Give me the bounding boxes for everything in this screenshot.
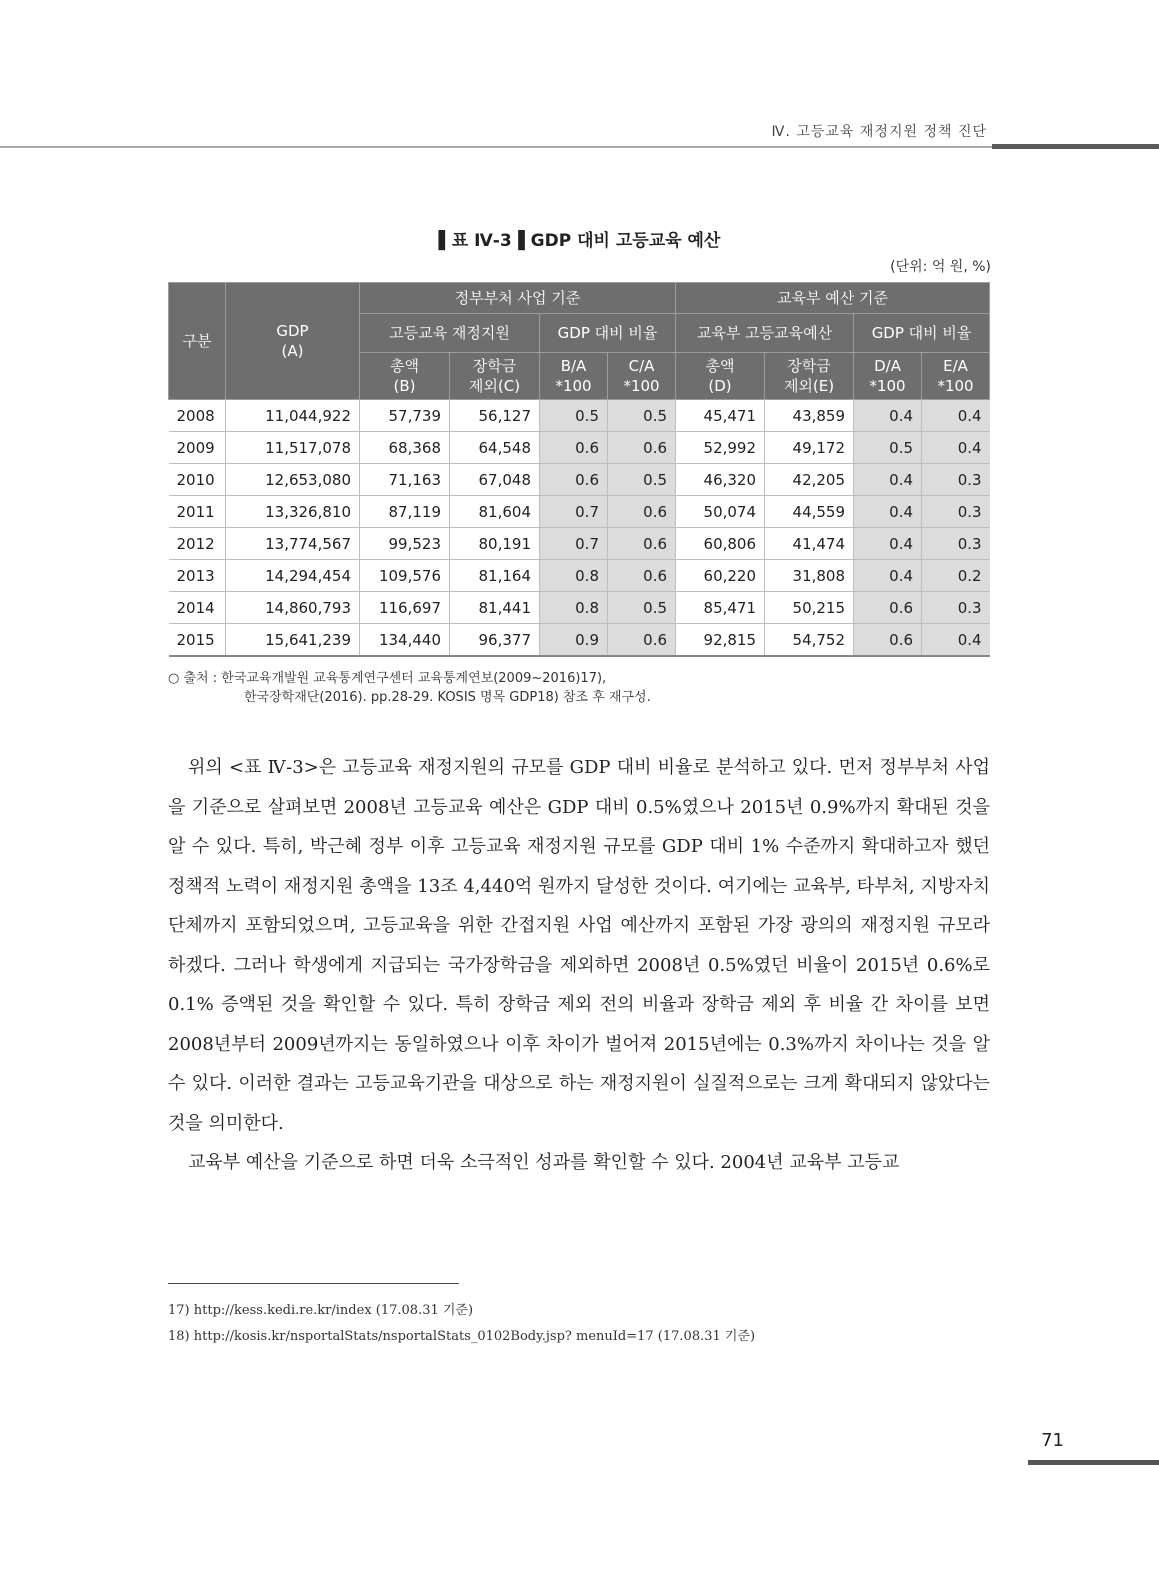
source-line-1: ○ 출처 : 한국교육개발원 교육통계연구센터 교육통계연보(2009~2016)17), — [168, 671, 607, 686]
header-leaf — [360, 353, 450, 400]
table-cell: 45,471 — [676, 400, 765, 432]
header-leaf-text: 총액 — [705, 357, 735, 375]
table-row — [169, 592, 990, 624]
body-paragraph: 교육부 예산을 기준으로 하면 더욱 소극적인 성과를 확인할 수 있다. 2004년 교육부 고등교 — [188, 1152, 900, 1173]
row-year: 2014 — [169, 592, 226, 624]
header-leaf-text: *100 — [869, 377, 906, 395]
row-year: 2012 — [169, 528, 226, 560]
table-cell: 64,548 — [450, 432, 540, 464]
table-caption — [0, 226, 1159, 251]
table-cell: 0.6 — [608, 624, 676, 657]
table-cell: 81,441 — [450, 592, 540, 624]
header-leaf-text: 제외(E) — [783, 377, 835, 395]
table-cell: 87,119 — [360, 496, 450, 528]
table-cell: 31,808 — [765, 560, 854, 592]
table-cell: 92,815 — [676, 624, 765, 657]
header-leaf — [540, 353, 608, 400]
table-number: ▌표 Ⅳ-3▐ — [438, 231, 525, 251]
table-cell: 13,774,567 — [226, 528, 360, 560]
table-cell: 46,320 — [676, 464, 765, 496]
header-g2-ratio: GDP 대비 비율 — [854, 314, 990, 353]
table-row — [169, 400, 990, 432]
header-gdp-sub: (A) — [281, 342, 304, 360]
body-text — [168, 748, 990, 1183]
header-leaf — [608, 353, 676, 400]
table-cell: 0.8 — [540, 560, 608, 592]
page-number-rule — [1028, 1460, 1159, 1465]
table-row — [169, 432, 990, 464]
table-cell: 67,048 — [450, 464, 540, 496]
header-rule — [0, 146, 992, 148]
table-cell: 99,523 — [360, 528, 450, 560]
table-cell: 11,517,078 — [226, 432, 360, 464]
table-cell: 44,559 — [765, 496, 854, 528]
table-cell: 0.2 — [922, 560, 990, 592]
row-year: 2010 — [169, 464, 226, 496]
header-leaf-text: *100 — [937, 377, 974, 395]
table-title: GDP 대비 고등교육 예산 — [530, 231, 721, 251]
table-cell: 60,220 — [676, 560, 765, 592]
gdp-budget-table — [168, 282, 990, 657]
table-cell: 0.4 — [854, 496, 922, 528]
table-cell: 0.6 — [540, 464, 608, 496]
table-cell: 109,576 — [360, 560, 450, 592]
table-cell: 0.3 — [922, 592, 990, 624]
header-leaf — [765, 353, 854, 400]
table-source — [168, 669, 651, 707]
header-leaf-text: 장학금 — [472, 357, 517, 375]
page-number: 71 — [1041, 1430, 1064, 1451]
table-cell: 0.6 — [608, 432, 676, 464]
table-cell: 11,044,922 — [226, 400, 360, 432]
table-cell: 116,697 — [360, 592, 450, 624]
table-cell: 96,377 — [450, 624, 540, 657]
header-leaf — [922, 353, 990, 400]
header-g2-budget: 교육부 고등교육예산 — [676, 314, 854, 353]
table-cell: 0.6 — [608, 560, 676, 592]
table-cell: 0.6 — [540, 432, 608, 464]
row-year: 2015 — [169, 624, 226, 657]
table-cell: 52,992 — [676, 432, 765, 464]
table-cell: 50,074 — [676, 496, 765, 528]
header-leaf-text: D/A — [874, 357, 901, 375]
table-cell: 0.4 — [922, 400, 990, 432]
table-cell: 15,641,239 — [226, 624, 360, 657]
table-cell: 0.5 — [608, 592, 676, 624]
header-group-ministries: 정부부처 사업 기준 — [360, 283, 676, 314]
table-cell: 68,368 — [360, 432, 450, 464]
table-cell: 14,860,793 — [226, 592, 360, 624]
table-cell: 57,739 — [360, 400, 450, 432]
header-leaf-text: (B) — [393, 377, 416, 395]
table-row — [169, 496, 990, 528]
table-cell: 0.4 — [854, 560, 922, 592]
table-cell: 60,806 — [676, 528, 765, 560]
table-cell: 81,604 — [450, 496, 540, 528]
footnotes — [168, 1298, 755, 1350]
header-leaf — [450, 353, 540, 400]
header-leaf — [854, 353, 922, 400]
table-cell: 0.6 — [854, 592, 922, 624]
table-row — [169, 528, 990, 560]
header-leaf-text: E/A — [943, 357, 968, 375]
table-cell: 0.7 — [540, 528, 608, 560]
table-cell: 71,163 — [360, 464, 450, 496]
table-unit: (단위: 억 원, %) — [890, 259, 991, 275]
table-cell: 0.7 — [540, 496, 608, 528]
table-cell: 0.6 — [608, 496, 676, 528]
table-row — [169, 560, 990, 592]
table-cell: 56,127 — [450, 400, 540, 432]
header-rule-accent — [992, 144, 1159, 149]
table-cell: 0.5 — [854, 432, 922, 464]
table-cell: 0.4 — [922, 432, 990, 464]
table-cell: 0.9 — [540, 624, 608, 657]
header-leaf-text: *100 — [555, 377, 592, 395]
body-paragraph: 위의 <표 Ⅳ-3>은 고등교육 재정지원의 규모를 GDP 대비 비율로 분석하고 있다. 먼저 정부부처 사업을 기준으로 살펴보면 2008년 고등교육 예산은 GDP 대비 0.5%였으나 2015년 0.9%까지 확대된 것을 알 수 있다. 특히, 박근혜 정부 이후 고등교육 재정지원 규모를 GDP 대비 1% 수준까지 확대하고자 했던 정책적 노력이 재정지원 총액을 13조 4,440억 원까지 달성한 것이다. 여기에는 교육부, 타부처, 지방자치단체까지 포함되었으며, 고등교육을 위한 간접지원 사업 예산까지 포함된 가장 광의의 재정지원 규모라 하겠다. 그러나 학생에게 지급되는 국가장학금을 제외하면 2008년 0.5%였던 비율이 2015년 0.6%로 0.1% 증액된 것을 확인할 수 있다. 특히 장학금 제외 전의 비율과 장학금 제외 후 비율 간 차이를 보면 2008년부터 2009년까지는 동일하였으나 이후 차이가 벌어져 2015년에는 0.3%까지 차이나는 것을 알 수 있다. 이러한 결과는 고등교육기관을 대상으로 하는 재정지원이 실질적으로는 크게 확대되지 않았다는 것을 의미한다. — [168, 757, 990, 1134]
table-cell: 0.5 — [608, 400, 676, 432]
footnote-17: 17) http://kess.kedi.re.kr/index (17.08.31 기준) — [168, 1303, 474, 1318]
header-leaf-text: (D) — [708, 377, 732, 395]
table-cell: 54,752 — [765, 624, 854, 657]
table-cell: 0.4 — [854, 464, 922, 496]
table-cell: 50,215 — [765, 592, 854, 624]
table-cell: 13,326,810 — [226, 496, 360, 528]
row-year: 2009 — [169, 432, 226, 464]
table-cell: 80,191 — [450, 528, 540, 560]
row-year: 2013 — [169, 560, 226, 592]
table-cell: 41,474 — [765, 528, 854, 560]
running-header — [0, 0, 1159, 160]
table-cell: 43,859 — [765, 400, 854, 432]
table-cell: 134,440 — [360, 624, 450, 657]
table-cell: 0.5 — [540, 400, 608, 432]
table-cell: 0.6 — [854, 624, 922, 657]
table-cell: 0.4 — [854, 400, 922, 432]
table-cell: 0.3 — [922, 464, 990, 496]
footnote-18: 18) http://kosis.kr/nsportalStats/nsportalStats_0102Body.jsp? menuId=17 (17.08.31 기준) — [168, 1329, 756, 1344]
table-cell: 0.5 — [608, 464, 676, 496]
header-gdp-label: GDP — [276, 322, 309, 340]
table-cell: 14,294,454 — [226, 560, 360, 592]
table-cell: 81,164 — [450, 560, 540, 592]
header-gdp — [226, 283, 360, 400]
table-cell: 85,471 — [676, 592, 765, 624]
footnote-rule — [168, 1283, 459, 1284]
header-g1-ratio: GDP 대비 비율 — [540, 314, 676, 353]
header-leaf-text: *100 — [623, 377, 660, 395]
running-header-title: Ⅳ. 고등교육 재정지원 정책 진단 — [771, 124, 987, 140]
row-year: 2011 — [169, 496, 226, 528]
table-row — [169, 624, 990, 657]
table-cell: 0.4 — [922, 624, 990, 657]
header-division: 구분 — [169, 283, 226, 400]
header-leaf-text: 총액 — [390, 357, 419, 375]
table-cell: 49,172 — [765, 432, 854, 464]
header-g1-support: 고등교육 재정지원 — [360, 314, 540, 353]
header-group-moe: 교육부 예산 기준 — [676, 283, 990, 314]
table-cell: 0.4 — [854, 528, 922, 560]
source-line-2: 한국장학재단(2016). pp.28-29. KOSIS 명목 GDP18) 참조 후 재구성. — [244, 690, 651, 705]
table-cell: 42,205 — [765, 464, 854, 496]
table-row — [169, 464, 990, 496]
table-cell: 0.6 — [608, 528, 676, 560]
header-leaf-text: 제외(C) — [468, 377, 521, 395]
row-year: 2008 — [169, 400, 226, 432]
header-leaf — [676, 353, 765, 400]
table-cell: 0.3 — [922, 496, 990, 528]
table-cell: 0.3 — [922, 528, 990, 560]
header-leaf-text: B/A — [560, 357, 587, 375]
table-cell: 12,653,080 — [226, 464, 360, 496]
table-cell: 0.8 — [540, 592, 608, 624]
header-leaf-text: 장학금 — [787, 357, 831, 375]
header-leaf-text: C/A — [628, 357, 655, 375]
